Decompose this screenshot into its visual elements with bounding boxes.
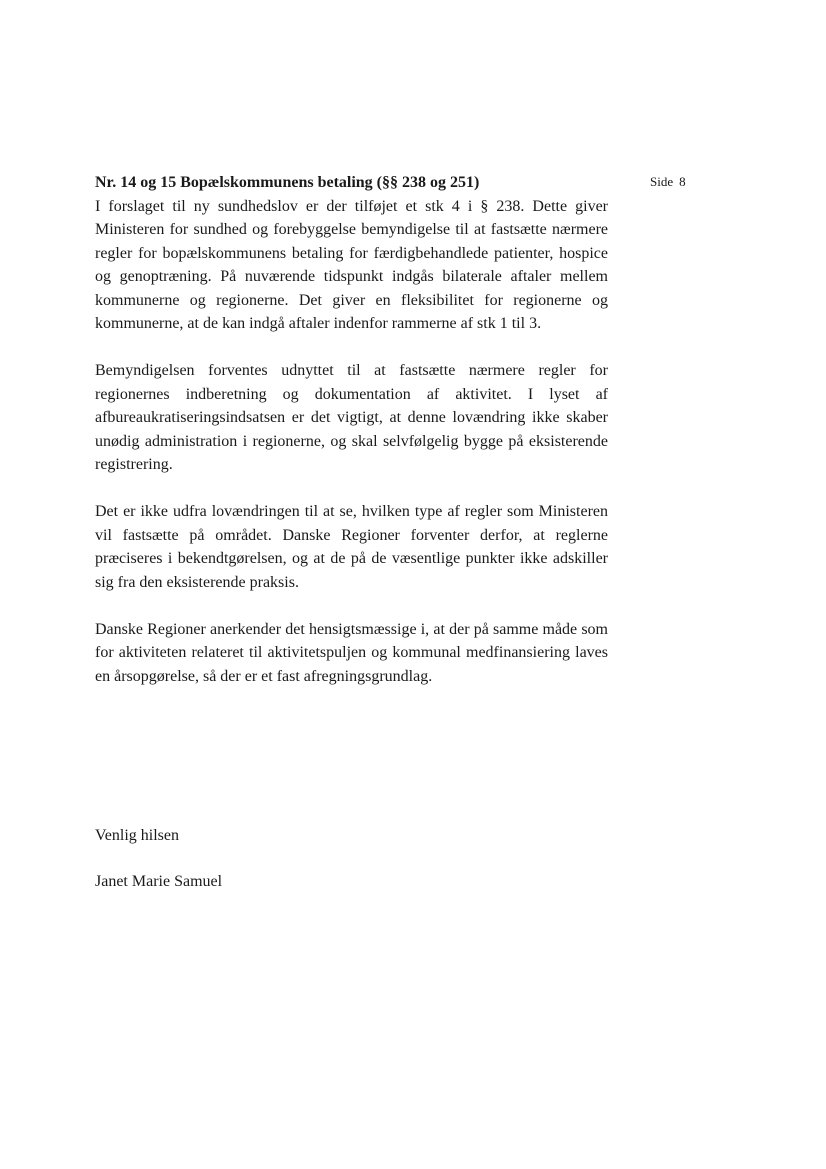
greeting: Venlig hilsen	[95, 827, 179, 844]
paragraph-4: Danske Regioner anerkender det hensigtsmæssige i, at der på samme måde som for aktiviteten relateret til aktivitetspuljen og kommunal medfinansiering laves en årsopgørelse, så der er et fast afregningsgrundlag.	[95, 620, 608, 685]
paragraph-3: Det er ikke udfra lovændringen til at se, hvilken type af regler som Ministeren vil fastsætte på området. Danske Regioner forventer derfor, at reglerne præciseres i bekendtgørelsen, og at de på de væsentlige punkter ikke adskiller sig fra den eksisterende praksis.	[95, 503, 608, 591]
page-label: Side	[650, 174, 674, 189]
closing-block	[95, 824, 222, 893]
page-number-value: 8	[679, 174, 686, 189]
paragraph-2: Bemyndigelsen forventes udnyttet til at fastsætte nærmere regler for regionernes indberetning og dokumentation af aktivitet. I lyset af afbureaukratiseringsindsatsen er det vigtigt, at denne lovændring ikke skaber unødig administration i regionerne, og skal selvfølgelig bygge på eksisterende registrering.	[95, 362, 608, 473]
signature-name: Janet Marie Samuel	[95, 872, 223, 890]
letter-body	[95, 171, 608, 712]
paragraph-1: I forslaget til ny sundhedslov er der tilføjet et stk 4 i § 238. Dette giver Ministeren for sundhed og forebyggelse bemyndigelse til at fastsætte nærmere regler for bopælskommunens betaling for færdigbehandlede patienter, hospice og genoptræning. På nuværende tidspunkt indgås bilaterale aftaler mellem kommunerne og regionerne. Det giver en fleksibilitet for regionerne og kommunerne, at de kan indgå aftaler indenfor rammerne af stk 1 til 3.	[95, 197, 608, 332]
section-heading: Nr. 14 og 15 Bopælskommunens betaling (§§ 238 og 251)	[95, 174, 480, 191]
page-number	[650, 173, 686, 191]
